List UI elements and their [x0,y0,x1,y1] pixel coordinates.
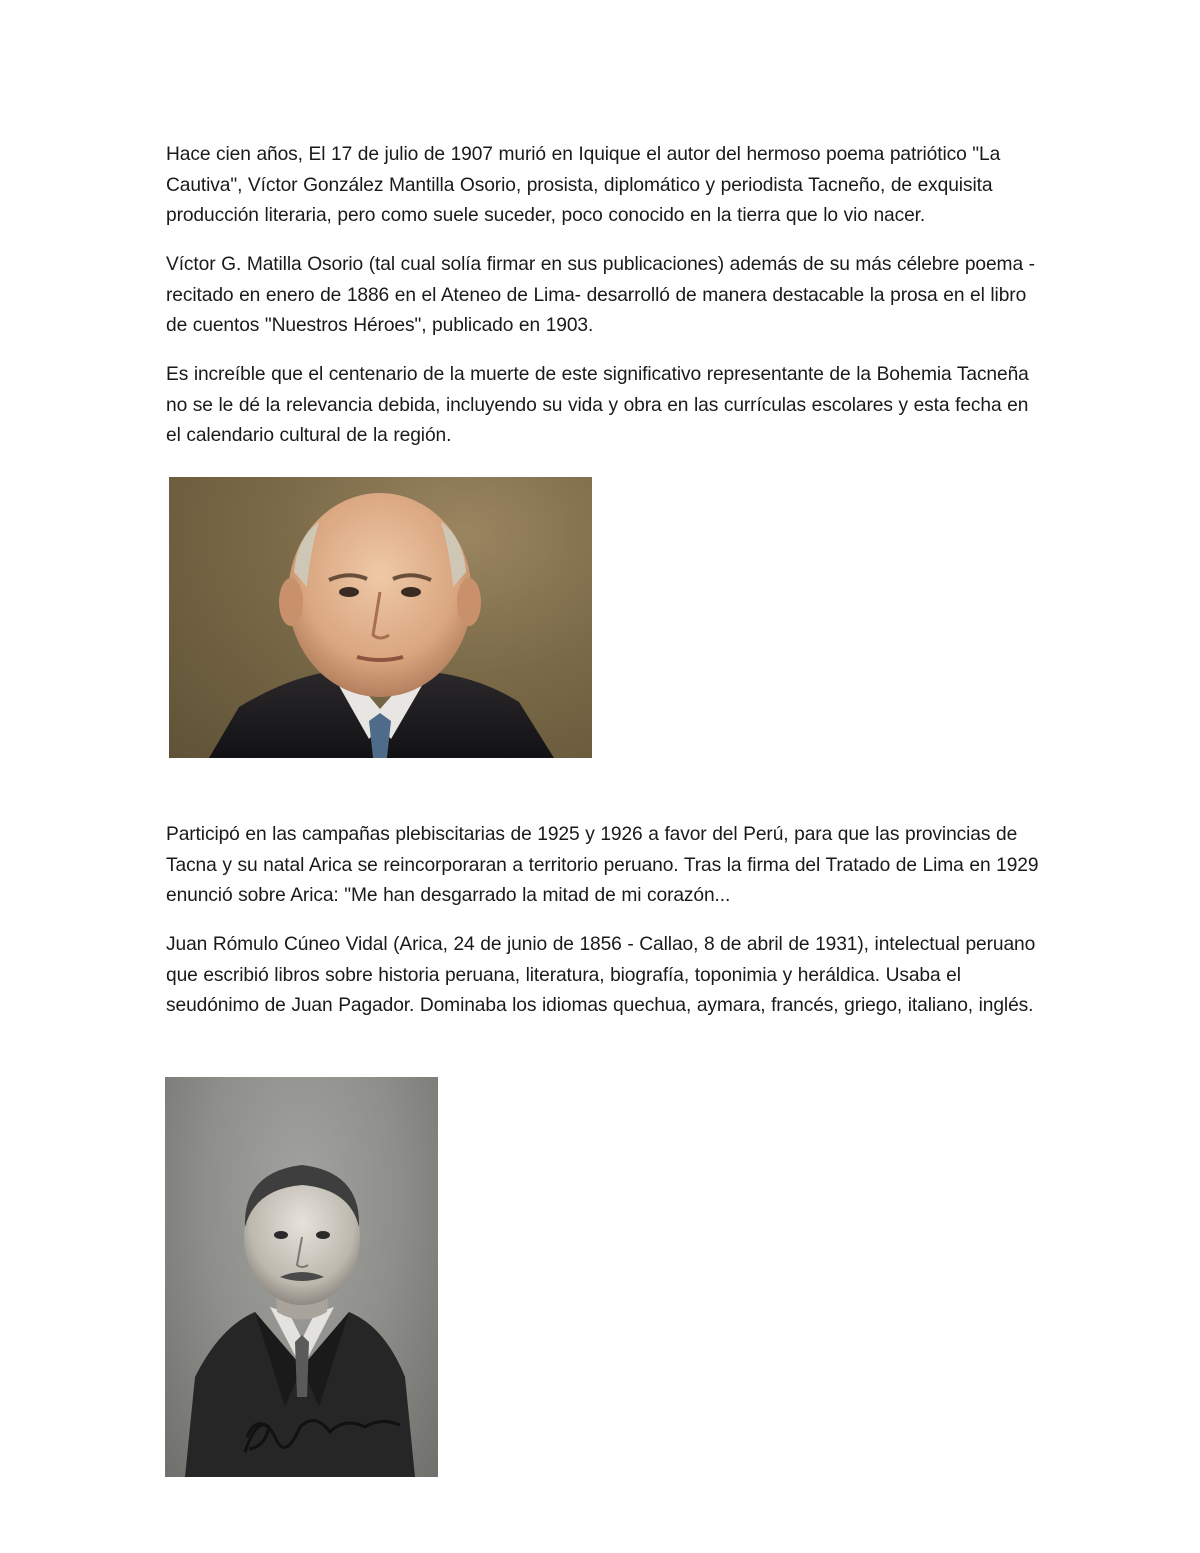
paragraph-centenary: Es increíble que el centenario de la muerte de este significativo representante de la Bohemia Tacneña no se le dé la relevancia debida, incluyendo su vida y obra en las currículas escolares y esta fecha en el calendario cultural de la región. [166,364,1029,447]
portrait-illustration-1 [169,477,592,758]
portrait-photo-sepia [165,1077,438,1477]
paragraph-campaigns: Participó en las campañas plebiscitarias de 1925 y 1926 a favor del Perú, para que las provincias de Tacna y su natal Arica se reincorporaran a territorio peruano. Tras la firma del Tratado de Lima en 1929 enunció sobre Arica: "Me han desgarrado la mitad de mi corazón... [166,824,1039,907]
paragraph-intro: Hace cien años, El 17 de julio de 1907 murió en Iquique el autor del hermoso poema patriótico "La Cautiva", Víctor González Mantilla Osorio, prosista, diplomático y periodista Tacneño, de exquisita producción literaria, pero como suele suceder, poco conocido en la tierra que lo vio nacer. [166,144,1001,227]
paragraph-cuneo-vidal: Juan Rómulo Cúneo Vidal (Arica, 24 de junio de 1856 - Callao, 8 de abril de 1931), intelectual peruano que escribió libros sobre historia peruana, literatura, biografía, toponimia y heráldica. Usaba el seudónimo de Juan Pagador. Dominaba los idiomas quechua, aymara, francés, griego, italiano, inglés. [166,934,1036,1017]
paragraph-works: Víctor G. Matilla Osorio (tal cual solía firmar en sus publicaciones) además de su más célebre poema -recitado en enero de 1886 en el Ateneo de Lima- desarrolló de manera destacable la prosa en el libro de cuentos "Nuestros Héroes", publicado en 1903. [166,254,1035,337]
portrait-illustration-2 [165,1077,438,1477]
portrait-photo-painting [169,477,592,758]
